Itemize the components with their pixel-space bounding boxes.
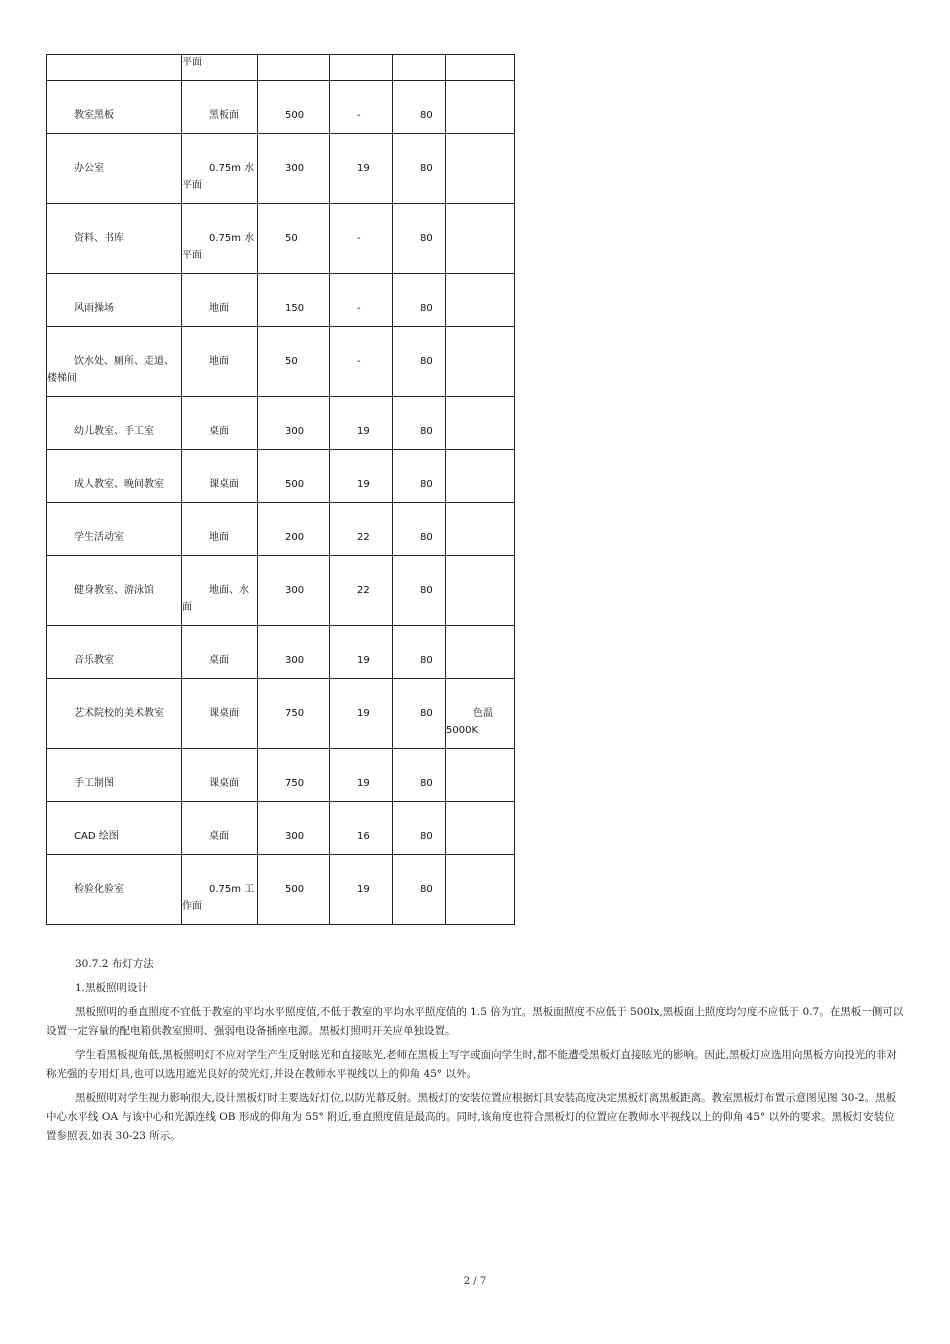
illuminance-cell xyxy=(258,855,330,925)
illuminance-cell xyxy=(258,503,330,556)
room-cell xyxy=(47,626,182,679)
ugr-cell-text: 19 xyxy=(357,479,370,490)
room-cell-text: 手工制图 xyxy=(74,778,114,789)
ugr-cell-text: 16 xyxy=(357,831,370,842)
ra-cell xyxy=(393,397,446,450)
note-cell-text xyxy=(446,503,514,529)
note-cell-text xyxy=(446,397,514,423)
note-cell xyxy=(446,749,515,802)
ugr-cell-text: 22 xyxy=(357,585,370,596)
continued-plane-fragment: 平面 xyxy=(182,57,202,68)
note-cell xyxy=(446,802,515,855)
ra-cell xyxy=(393,802,446,855)
illuminance-cell xyxy=(258,204,330,274)
plane-cell xyxy=(182,855,258,925)
illuminance-cell-text: 200 xyxy=(285,532,305,543)
plane-cell-text: 地面 xyxy=(209,303,229,314)
room-cell xyxy=(47,679,182,749)
illuminance-cell xyxy=(258,397,330,450)
ugr-cell xyxy=(330,81,393,134)
ra-cell xyxy=(393,749,446,802)
ra-cell xyxy=(393,503,446,556)
paragraph-3: 黑板照明对学生视力影响很大,设计黑板灯时主要选好灯位,以防光幕反射。黑板灯的安装位置应根据灯具安装高度决定黑板灯离黑板距离。教室黑板灯布置示意图见图 30-2。黑板中心水平线 OA 与该中心和光源连线 OB 形成的仰角为 55° 附近,垂直照度值是最高的。同时,该角度也符合黑板灯的位置应在教师水平视线以上的仰角 45° 以外的要求。黑板灯安装位置参照表,如表 30-23 所示。 xyxy=(46,1092,897,1142)
note-cell xyxy=(446,503,515,556)
note-cell xyxy=(446,134,515,204)
sub-heading: 1.黑板照明设计 xyxy=(75,982,149,994)
room-cell xyxy=(47,450,182,503)
illuminance-cell-text: 500 xyxy=(285,884,305,895)
plane-cell-text: 课桌面 xyxy=(209,708,239,719)
note-cell xyxy=(446,274,515,327)
ugr-cell-text: 19 xyxy=(357,426,370,437)
illuminance-cell xyxy=(258,450,330,503)
room-cell-text: 办公室 xyxy=(74,163,104,174)
ra-cell-text: 80 xyxy=(420,884,433,895)
plane-cell-text: 地面、水面 xyxy=(182,585,249,613)
illuminance-cell xyxy=(258,81,330,134)
illuminance-cell xyxy=(258,134,330,204)
ugr-cell-text: 22 xyxy=(357,532,370,543)
room-cell-text: 饮水处、厕所、走道、楼梯间 xyxy=(47,356,174,384)
plane-cell xyxy=(182,327,258,397)
ra-cell xyxy=(393,450,446,503)
ugr-cell-text: - xyxy=(357,110,361,121)
room-cell-text: 学生活动室 xyxy=(74,532,124,543)
illuminance-cell-text: 500 xyxy=(285,479,305,490)
table-row xyxy=(47,134,515,204)
ra-cell xyxy=(393,556,446,626)
plane-cell xyxy=(182,81,258,134)
illuminance-cell-text: 750 xyxy=(285,778,305,789)
room-cell-text: 艺术院校的美术教室 xyxy=(74,708,164,719)
room-cell xyxy=(47,855,182,925)
note-cell-text xyxy=(446,327,514,353)
room-cell xyxy=(47,556,182,626)
table-row-continued xyxy=(47,55,515,81)
note-cell-text xyxy=(446,802,514,828)
room-cell-text: 风雨操场 xyxy=(74,303,114,314)
note-cell-text xyxy=(446,81,514,107)
plane-cell-text: 桌面 xyxy=(209,426,229,437)
ra-cell-text: 80 xyxy=(420,233,433,244)
table-row xyxy=(47,204,515,274)
ugr-cell-text: 19 xyxy=(357,708,370,719)
illuminance-cell xyxy=(258,556,330,626)
room-cell-text: 成人教室、晚间教室 xyxy=(74,479,164,490)
ugr-cell xyxy=(330,802,393,855)
room-cell-text: 健身教室、游泳馆 xyxy=(74,585,154,596)
note-cell xyxy=(446,204,515,274)
illuminance-table xyxy=(46,54,515,925)
note-cell xyxy=(446,556,515,626)
note-cell xyxy=(446,327,515,397)
plane-cell-text: 桌面 xyxy=(209,655,229,666)
illuminance-cell-text: 300 xyxy=(285,426,305,437)
ra-cell-text: 80 xyxy=(420,303,433,314)
illuminance-cell-text: 500 xyxy=(285,110,305,121)
note-cell xyxy=(446,81,515,134)
note-cell-text xyxy=(446,450,514,476)
table-row xyxy=(47,802,515,855)
table-row xyxy=(47,556,515,626)
plane-cell xyxy=(182,626,258,679)
ra-cell xyxy=(393,679,446,749)
ra-cell-text: 80 xyxy=(420,831,433,842)
table-row xyxy=(47,327,515,397)
illuminance-cell-text: 50 xyxy=(285,356,298,367)
table-row xyxy=(47,855,515,925)
room-cell-text: 教室黑板 xyxy=(74,110,114,121)
table-row xyxy=(47,450,515,503)
ugr-cell xyxy=(330,397,393,450)
ugr-cell-text: - xyxy=(357,233,361,244)
plane-cell-text: 0.75m 水平面 xyxy=(182,163,255,191)
ugr-cell xyxy=(330,327,393,397)
ra-cell xyxy=(393,855,446,925)
ra-cell xyxy=(393,134,446,204)
ugr-cell-text: - xyxy=(357,303,361,314)
room-cell-text: CAD 绘图 xyxy=(74,831,119,842)
ugr-cell xyxy=(330,556,393,626)
plane-cell xyxy=(182,134,258,204)
illuminance-cell xyxy=(258,679,330,749)
note-cell xyxy=(446,626,515,679)
plane-cell-text: 地面 xyxy=(209,532,229,543)
page-number: 2 / 7 xyxy=(463,1276,487,1287)
plane-cell-text: 黑板面 xyxy=(209,110,239,121)
room-cell-text: 资料、书库 xyxy=(74,233,124,244)
ugr-cell xyxy=(330,626,393,679)
ra-cell-text: 80 xyxy=(420,532,433,543)
illuminance-cell-text: 150 xyxy=(285,303,305,314)
note-cell-text: 色温 5000K xyxy=(446,708,493,736)
plane-cell xyxy=(182,556,258,626)
ra-cell-text: 80 xyxy=(420,708,433,719)
note-cell xyxy=(446,450,515,503)
plane-cell xyxy=(182,503,258,556)
plane-cell xyxy=(182,274,258,327)
plane-cell-text: 课桌面 xyxy=(209,479,239,490)
illuminance-cell xyxy=(258,749,330,802)
ugr-cell xyxy=(330,749,393,802)
ra-cell-text: 80 xyxy=(420,163,433,174)
room-cell-text: 音乐教室 xyxy=(74,655,114,666)
plane-cell-text: 0.75m 工作面 xyxy=(182,884,255,912)
ra-cell xyxy=(393,204,446,274)
ugr-cell xyxy=(330,450,393,503)
ra-cell-text: 80 xyxy=(420,778,433,789)
room-cell-text: 幼儿教室、手工室 xyxy=(74,426,154,437)
plane-cell xyxy=(182,397,258,450)
note-cell-text xyxy=(446,626,514,652)
table-row xyxy=(47,81,515,134)
ugr-cell-text: 19 xyxy=(357,884,370,895)
ra-cell xyxy=(393,81,446,134)
plane-cell xyxy=(182,802,258,855)
section-heading: 30.7.2 布灯方法 xyxy=(75,958,154,970)
ugr-cell-text: - xyxy=(357,356,361,367)
plane-cell-text: 桌面 xyxy=(209,831,229,842)
room-cell xyxy=(47,134,182,204)
note-cell xyxy=(446,855,515,925)
plane-cell xyxy=(182,679,258,749)
illuminance-cell xyxy=(258,327,330,397)
plane-cell xyxy=(182,749,258,802)
paragraph-2: 学生看黑板视角低,黑板照明灯不应对学生产生反射眩光和直接眩光,老师在黑板上写字或面向学生时,都不能遭受黑板灯直接眩光的影响。因此,黑板灯应选用向黑板方向投光的非对称光强的专用灯具,也可以选用遮光良好的荧光灯,并设在教师水平视线以上的仰角 45° 以外。 xyxy=(46,1049,897,1080)
ra-cell-text: 80 xyxy=(420,479,433,490)
ra-cell-text: 80 xyxy=(420,585,433,596)
note-cell-text xyxy=(446,855,514,881)
illuminance-cell xyxy=(258,626,330,679)
body-text xyxy=(46,955,904,1146)
room-cell xyxy=(47,327,182,397)
table-row xyxy=(47,397,515,450)
ugr-cell xyxy=(330,679,393,749)
table-row xyxy=(47,503,515,556)
room-cell xyxy=(47,749,182,802)
ugr-cell xyxy=(330,204,393,274)
plane-cell xyxy=(182,450,258,503)
illuminance-cell-text: 50 xyxy=(285,233,298,244)
illuminance-cell xyxy=(258,802,330,855)
room-cell xyxy=(47,81,182,134)
ugr-cell-text: 19 xyxy=(357,778,370,789)
plane-cell-text: 课桌面 xyxy=(209,778,239,789)
room-cell xyxy=(47,503,182,556)
room-cell xyxy=(47,397,182,450)
ugr-cell xyxy=(330,503,393,556)
illuminance-cell-text: 300 xyxy=(285,831,305,842)
note-cell-text xyxy=(446,749,514,775)
room-cell xyxy=(47,802,182,855)
illuminance-cell-text: 300 xyxy=(285,585,305,596)
plane-cell-text: 0.75m 水平面 xyxy=(182,233,255,261)
ra-cell-text: 80 xyxy=(420,426,433,437)
ra-cell-text: 80 xyxy=(420,356,433,367)
ugr-cell-text: 19 xyxy=(357,163,370,174)
plane-cell-text: 地面 xyxy=(209,356,229,367)
ugr-cell xyxy=(330,134,393,204)
ra-cell xyxy=(393,274,446,327)
illuminance-cell-text: 750 xyxy=(285,708,305,719)
plane-cell xyxy=(182,204,258,274)
note-cell-text xyxy=(446,556,514,582)
ra-cell xyxy=(393,626,446,679)
ra-cell xyxy=(393,327,446,397)
illuminance-cell-text: 300 xyxy=(285,655,305,666)
note-cell-text xyxy=(446,204,514,230)
ugr-cell xyxy=(330,855,393,925)
illuminance-cell xyxy=(258,274,330,327)
ugr-cell-text: 19 xyxy=(357,655,370,666)
note-cell-text xyxy=(446,274,514,300)
table-row xyxy=(47,626,515,679)
room-cell xyxy=(47,204,182,274)
illuminance-cell-text: 300 xyxy=(285,163,305,174)
table-row xyxy=(47,749,515,802)
table-row xyxy=(47,679,515,749)
note-cell xyxy=(446,397,515,450)
paragraph-1: 黑板照明的垂直照度不宜低于教室的平均水平照度值,不低于教室的平均水平照度值的 1.5 倍为宜。黑板面照度不应低于 500lx,黑板面上照度均匀度不应低于 0.7。在黑板一侧可以设置一定容量的配电箱供教室照明、强弱电设备插座电源。黑板灯照明开关应单独设置。 xyxy=(46,1006,904,1037)
note-cell-text xyxy=(446,134,514,160)
note-cell xyxy=(446,679,515,749)
room-cell-text: 检验化验室 xyxy=(74,884,124,895)
table-row xyxy=(47,274,515,327)
ugr-cell xyxy=(330,274,393,327)
room-cell xyxy=(47,274,182,327)
ra-cell-text: 80 xyxy=(420,655,433,666)
ra-cell-text: 80 xyxy=(420,110,433,121)
